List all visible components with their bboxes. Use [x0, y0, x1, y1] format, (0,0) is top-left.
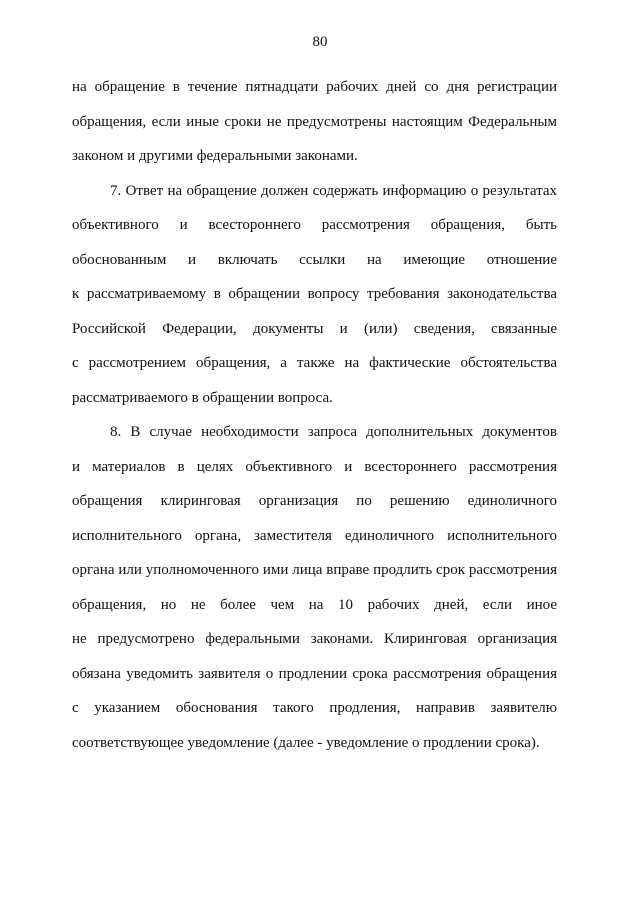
- text-line: соответствующее уведомление (далее - уведомление о продлении срока).: [72, 734, 540, 751]
- text-line: и материалов в целях объективного и всестороннего рассмотрения: [72, 458, 557, 475]
- text-line: не предусмотрено федеральными законами. Клиринговая организация: [72, 631, 557, 647]
- document-body: [72, 70, 557, 760]
- text-line: рассматриваемого в обращении вопроса.: [72, 389, 333, 406]
- paragraph-7-start: 7. Ответ на обращение должен содержать информацию о результатах: [110, 182, 557, 199]
- text-line: обоснованным и включать ссылки на имеющие отношение: [72, 251, 557, 268]
- text-line: обращения клиринговая организация по решению единоличного: [72, 493, 557, 509]
- text-line: на обращение в течение пятнадцати рабочих дней со дня регистрации: [72, 79, 557, 95]
- text-line: обращения, если иные сроки не предусмотрены настоящим Федеральным: [72, 113, 557, 130]
- text-line: исполнительного органа, заместителя единоличного исполнительного: [72, 527, 557, 544]
- paragraph-8-start: 8. В случае необходимости запроса дополнительных документов: [110, 424, 557, 440]
- text-line: объективного и всестороннего рассмотрения обращения, быть: [72, 217, 557, 233]
- text-line: с рассмотрением обращения, а также на фактические обстоятельства: [72, 355, 557, 371]
- text-line: обращения, но не более чем на 10 рабочих дней, если иное: [72, 596, 557, 613]
- text-line: законом и другими федеральными законами.: [72, 148, 358, 164]
- text-line: обязана уведомить заявителя о продлении срока рассмотрения обращения: [72, 665, 557, 682]
- page-number: 80: [312, 34, 328, 50]
- text-line: органа или уполномоченного ими лица вправе продлить срок рассмотрения: [72, 562, 557, 578]
- text-line: к рассматриваемому в обращении вопросу требования законодательства: [72, 286, 557, 302]
- text-line: с указанием обоснования такого продления, направив заявителю: [72, 700, 557, 716]
- text-line: Российской Федерации, документы и (или) сведения, связанные: [72, 320, 557, 337]
